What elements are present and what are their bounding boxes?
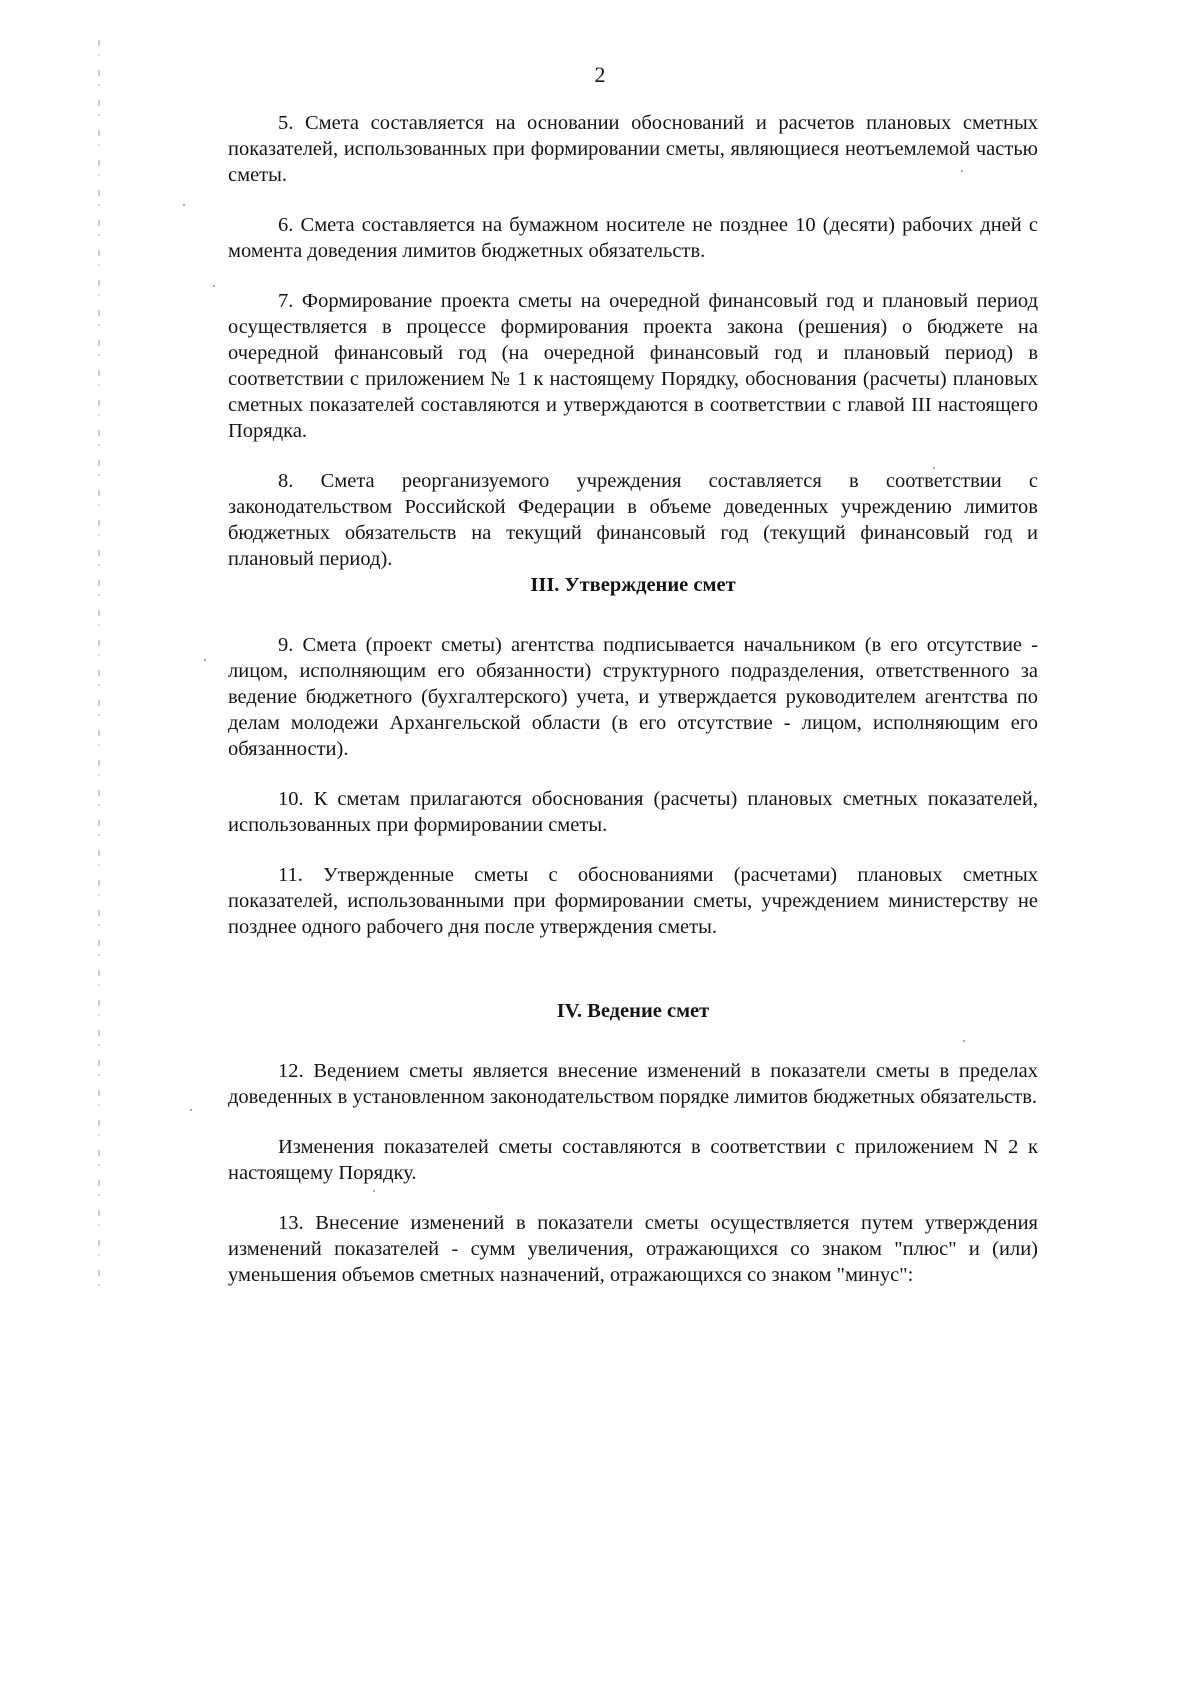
paragraph-8: 8. Смета реорганизуемого учреждения составляется в соответствии с законодательством Российской Федерации в объеме доведенных учреждению лимитов бюджетных обязательств на текущий финансовый год (текущий финансовый год и плановый период). bbox=[228, 470, 1038, 570]
document-body bbox=[228, 110, 1038, 1288]
scan-speck bbox=[183, 204, 185, 206]
section-heading-iv: IV. Ведение смет bbox=[556, 1000, 710, 1022]
section-heading-iii: III. Утверждение смет bbox=[530, 574, 736, 596]
scan-speck bbox=[190, 1109, 192, 1111]
paragraph-13: 13. Внесение изменений в показатели сметы осуществляется путем утверждения изменений показателей - сумм увеличения, отражающихся со знаком "плюс" и (или) уменьшения объемов сметных назначений, отражающихся со знаком "минус": bbox=[228, 1212, 1038, 1286]
paragraph-5: 5. Смета составляется на основании обоснований и расчетов плановых сметных показателей, использованных при формировании сметы, являющиеся неотъемлемой частью сметы. bbox=[228, 112, 1038, 186]
scan-speck bbox=[204, 659, 206, 661]
paragraph-7: 7. Формирование проекта сметы на очередной финансовый год и плановый период осуществляется в процессе формирования проекта закона (решения) о бюджете на очередной финансовый год (на очередной финансовый год и плановый период) в соответствии с приложением № 1 к настоящему Порядку, обоснования (расчеты) плановых сметных показателей составляются и утверждаются в соответствии с главой III настоящего Порядка. bbox=[228, 290, 1038, 442]
paragraph-12: 12. Ведением сметы является внесение изменений в показатели сметы в пределах доведенных в установленном законодательством порядке лимитов бюджетных обязательств. bbox=[228, 1060, 1038, 1108]
scan-speck bbox=[213, 285, 215, 287]
paragraph-6: 6. Смета составляется на бумажном носителе не позднее 10 (десяти) рабочих дней с момента доведения лимитов бюджетных обязательств. bbox=[228, 214, 1038, 262]
paragraph-12-continued: Изменения показателей сметы составляются в соответствии с приложением N 2 к настоящему Порядку. bbox=[228, 1136, 1038, 1184]
paragraph-11: 11. Утвержденные сметы с обоснованиями (расчетами) плановых сметных показателей, использованными при формировании сметы, учреждением министерству не позднее одного рабочего дня после утверждения сметы. bbox=[228, 864, 1038, 938]
scan-edge-artifact bbox=[98, 40, 100, 1300]
page-number: 2 bbox=[594, 62, 606, 87]
paragraph-10: 10. К сметам прилагаются обоснования (расчеты) плановых сметных показателей, использованных при формировании сметы. bbox=[228, 788, 1038, 836]
paragraph-9: 9. Смета (проект сметы) агентства подписывается начальником (в его отсутствие - лицом, исполняющим его обязанности) структурного подразделения, ответственного за ведение бюджетного (бухгалтерского) учета, и утверждается руководителем агентства по делам молодежи Архангельской области (в его отсутствие - лицом, исполняющим его обязанности). bbox=[228, 634, 1038, 760]
